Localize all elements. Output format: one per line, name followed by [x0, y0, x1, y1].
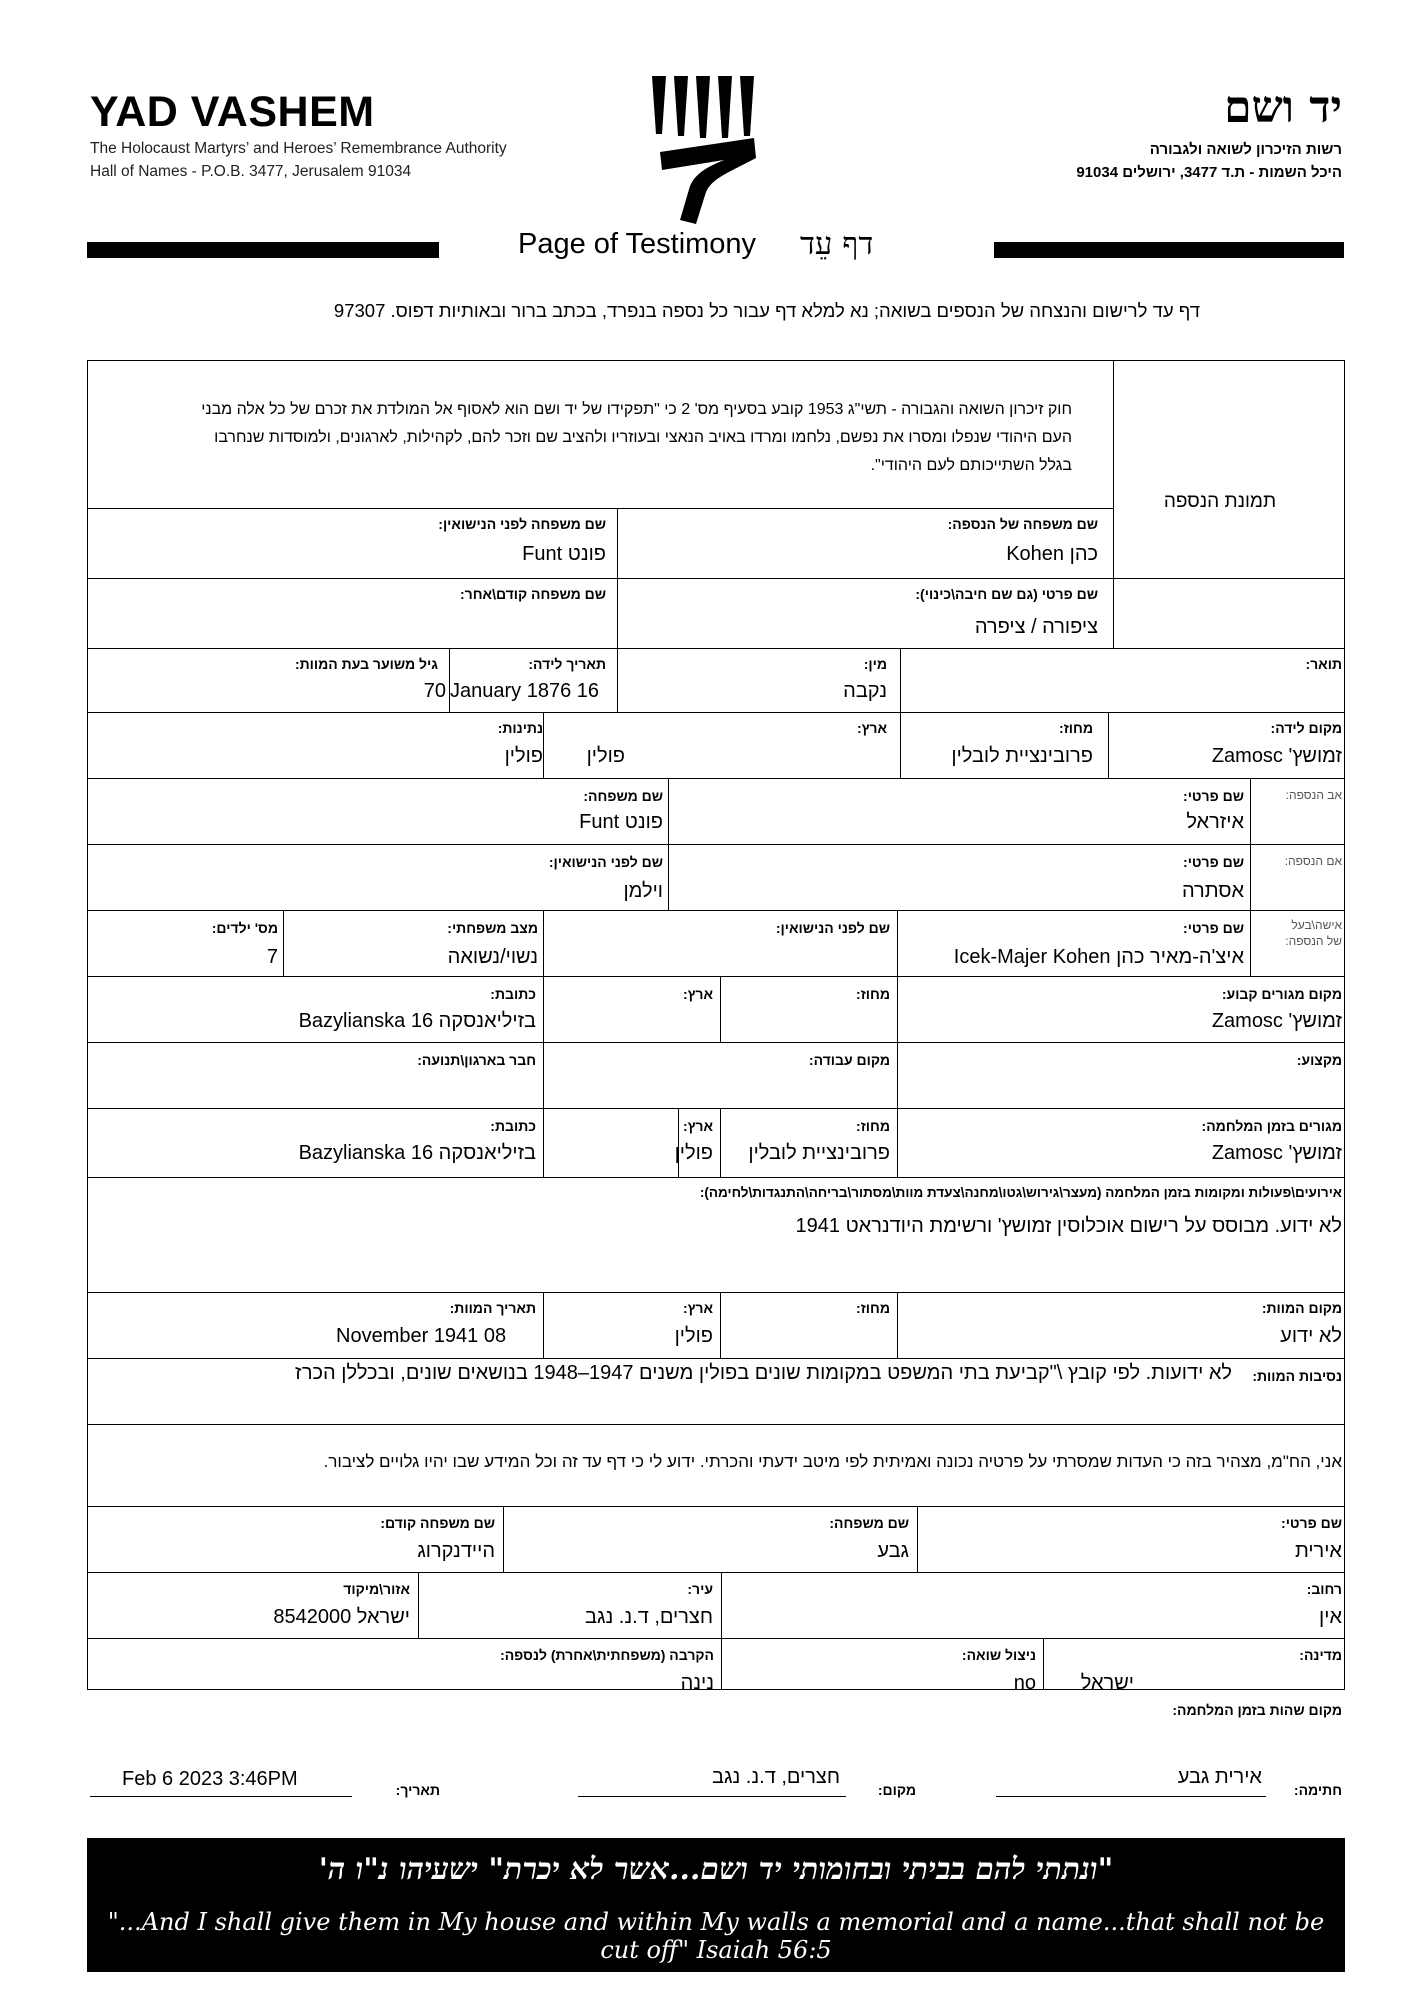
spouse-first-name-label: שם פרטי:: [1183, 920, 1244, 936]
col-divider: [543, 712, 544, 778]
submitter-city-label: עיר:: [687, 1581, 713, 1597]
side-label-divider: [1250, 778, 1251, 976]
birth-country-label: ארץ:: [857, 720, 887, 736]
victim-maiden-name-label: שם משפחה לפני הנישואין:: [438, 516, 606, 532]
row-divider: [87, 976, 1345, 977]
mother-maiden-name-label: שם לפני הנישואין:: [548, 854, 663, 870]
row-divider: [87, 648, 1345, 649]
mother-maiden-name-field[interactable]: וילמן: [623, 880, 663, 902]
signature-field[interactable]: אירית גבע: [1177, 1766, 1262, 1788]
col-divider: [503, 1506, 504, 1572]
birth-district-label: מחוז:: [1059, 720, 1093, 736]
victim-last-name-field[interactable]: כהן Kohen: [1006, 543, 1098, 565]
col-divider: [917, 1506, 918, 1572]
spouse-first-name-field[interactable]: איצ'ה-מאיר כהן Icek-Majer Kohen: [953, 946, 1244, 968]
row-divider: [87, 1177, 1345, 1178]
father-last-name-field[interactable]: פונט Funt: [579, 811, 663, 833]
father-first-name-field[interactable]: איזראל: [1186, 811, 1244, 833]
nationality-field[interactable]: פולין: [504, 745, 543, 767]
wartime-country-field[interactable]: פולין: [674, 1142, 713, 1164]
org-address-en: Hall of Names - P.O.B. 3477, Jerusalem 91034: [90, 163, 412, 180]
col-divider: [897, 1292, 898, 1358]
death-country-field[interactable]: פולין: [674, 1325, 713, 1347]
row-divider: [87, 1042, 1345, 1043]
spouse-section-label-2: של הנספה:: [1285, 934, 1342, 948]
row-divider: [87, 1638, 1345, 1639]
victim-age-label: גיל משוער בעת המוות:: [294, 656, 438, 672]
submitter-street-label: רחוב:: [1306, 1581, 1342, 1597]
place-field[interactable]: חצרים, ד.נ. נגב: [712, 1766, 840, 1788]
org-name-he: יד ושם: [1224, 82, 1342, 133]
col-divider: [721, 1572, 722, 1638]
page-title-he: דף עֵד: [800, 226, 874, 262]
death-place-field[interactable]: לא ידוע: [1280, 1325, 1342, 1347]
father-section-label: אב הנספה:: [1285, 788, 1342, 802]
col-divider: [897, 1108, 898, 1177]
organization-label: חבר בארגון\תנועה:: [417, 1052, 536, 1068]
submitter-city-field[interactable]: חצרים, ד.נ. נגב: [585, 1606, 713, 1628]
death-date-label: תאריך המוות:: [449, 1300, 536, 1316]
form-instructions: דף עד לרישום והנצחה של הנספים בשואה; נא למלא דף עבור כל נספה בנפרד, בכתב ברור ובאותיות דפוס. 97307: [333, 300, 1200, 321]
yad-vashem-logo: [650, 74, 766, 224]
wartime-address-field[interactable]: בזיליאנסקה Bazylianska 16: [298, 1142, 536, 1164]
residence-address-label: כתובת:: [490, 986, 536, 1002]
residence-district-label: מחוז:: [856, 986, 890, 1002]
row-divider: [87, 1506, 1345, 1507]
col-divider: [543, 1108, 544, 1177]
submitter-prev-name-label: שם משפחה קודם:: [380, 1515, 495, 1531]
date-line: [90, 1796, 352, 1797]
row-divider: [87, 578, 1345, 579]
col-divider: [721, 1638, 722, 1690]
victim-last-name-label: שם משפחה של הנספה:: [947, 516, 1098, 532]
birth-district-field[interactable]: פרובינציית לובלין: [951, 745, 1093, 767]
row-divider: [87, 712, 1345, 713]
col-divider: [668, 778, 669, 910]
col-divider: [900, 648, 901, 712]
org-subtitle-en: The Holocaust Martyrs’ and Heroes’ Remembrance Authority: [90, 140, 507, 157]
wartime-country-label: ארץ:: [683, 1118, 713, 1134]
death-date-field[interactable]: November 1941 08: [336, 1325, 507, 1347]
col-divider: [543, 910, 544, 976]
nationality-label: נתינות:: [497, 720, 543, 736]
victim-prev-name-label: שם משפחה קודם\אחר:: [460, 586, 606, 602]
signature-label: חתימה:: [1293, 1782, 1342, 1798]
declaration-text: אני, הח"מ, מצהיר בזה כי העדות שמסרתי על פרטיה נכונה ואמיתית לפי מיטב ידעתי והכרתי. ידוע לי כי דף עד זה וכל המידע שבו יהיו גלויים לציבור.: [323, 1452, 1342, 1471]
page-title-en: Page of Testimony: [518, 228, 757, 260]
divider-bar-left: [87, 242, 439, 258]
profession-label: מקצוע:: [1296, 1052, 1342, 1068]
victim-first-name-field[interactable]: ציפורה / ציפרה: [974, 616, 1098, 638]
death-circumstances-label: נסיבות המוות:: [1252, 1368, 1342, 1384]
wartime-address-label: כתובת:: [490, 1118, 536, 1134]
mother-first-name-field[interactable]: אסתרה: [1181, 880, 1244, 902]
col-divider: [617, 508, 618, 648]
col-divider: [897, 1042, 898, 1108]
place-line: [578, 1796, 846, 1797]
col-divider: [900, 712, 901, 778]
father-first-name-label: שם פרטי:: [1183, 788, 1244, 804]
col-divider: [418, 1572, 419, 1638]
spouse-maiden-name-label: שם לפני הנישואין:: [775, 920, 890, 936]
birth-place-field[interactable]: זמושץ' Zamosc: [1211, 745, 1342, 767]
org-name-en: YAD VASHEM: [90, 88, 375, 136]
submitter-street-field[interactable]: אין: [1319, 1606, 1342, 1628]
testimony-form-table: [87, 360, 1345, 1690]
death-circumstances-field[interactable]: לא ידועות. לפי קובץ \"קביעת בתי המשפט במקומות שונים בפולין משנים 1947–1948 בנושאים שונים, ובכללן הכרז: [294, 1362, 1232, 1384]
victim-gender-label: מין:: [863, 656, 887, 672]
mother-first-name-label: שם פרטי:: [1183, 854, 1244, 870]
wartime-stay-label: מקום שהות בזמן המלחמה:: [1172, 1702, 1342, 1718]
wartime-place-label: מגורים בזמן המלחמה:: [1201, 1118, 1342, 1134]
col-divider: [543, 976, 544, 1042]
birth-place-label: מקום לידה:: [1270, 720, 1342, 736]
mother-section-label: אם הנספה:: [1284, 854, 1342, 868]
wartime-events-label: אירועים\פעולות ומקומות בזמן המלחמה (מעצר\גירוש\גטו\מחנה\צעדת מוות\מסתור\בריחה\התנגדות\לחימה):: [699, 1185, 1342, 1200]
col-divider: [720, 976, 721, 1042]
survivor-field[interactable]: no: [1013, 1672, 1036, 1694]
org-address-he: היכל השמות - ת.ד 3477, ירושלים 91034: [1076, 164, 1342, 181]
row-divider: [87, 1108, 1345, 1109]
quote-english: "...And I shall give them in My house and within My walls a memorial and a name...that shall not be cut off" Isaiah 56:5: [107, 1908, 1325, 1964]
residence-address-field[interactable]: בזיליאנסקה 16 Bazylianska: [298, 1010, 536, 1032]
org-subtitle-he: רשות הזיכרון לשואה ולגבורה: [1149, 141, 1342, 158]
submitter-last-name-label: שם משפחה:: [829, 1515, 909, 1531]
submitter-first-name-field[interactable]: אירית: [1294, 1540, 1342, 1562]
marital-status-field[interactable]: נשוי/נשואה: [447, 946, 538, 968]
place-label: מקום:: [877, 1782, 916, 1798]
col-divider: [720, 1292, 721, 1358]
date-label: תאריך:: [395, 1782, 440, 1798]
col-divider: [1043, 1638, 1044, 1690]
submitter-last-name-field[interactable]: גבע: [877, 1540, 909, 1562]
submitter-country-field[interactable]: ישראל: [1080, 1672, 1134, 1694]
father-last-name-label: שם משפחה:: [583, 788, 663, 804]
col-divider: [543, 1292, 544, 1358]
row-divider: [87, 1424, 1345, 1425]
row-divider: [87, 508, 1113, 509]
survivor-label: ניצול שואה:: [961, 1647, 1036, 1663]
row-divider: [87, 778, 1345, 779]
wartime-place-field[interactable]: זמושץ' Zamosc: [1211, 1142, 1342, 1164]
submitter-zip-label: אזור\מיקוד: [343, 1581, 410, 1597]
wartime-events-field[interactable]: לא ידוע. מבוסס על רישום אוכלוסין זמושץ' ורשימת היודנראט 1941: [795, 1215, 1342, 1237]
date-field[interactable]: Feb 6 2023 3:46PM: [122, 1768, 298, 1790]
victim-gender-field[interactable]: נקבה: [843, 680, 887, 702]
col-divider: [543, 1042, 544, 1108]
victim-dob-field[interactable]: January 1876 16: [450, 680, 600, 702]
row-divider: [87, 910, 1345, 911]
death-country-label: ארץ:: [683, 1300, 713, 1316]
relation-field[interactable]: נינה: [680, 1672, 714, 1694]
victim-age-field[interactable]: 70: [423, 680, 446, 702]
col-divider: [897, 910, 898, 976]
row-divider: [87, 1358, 1345, 1359]
divider-bar-right: [994, 242, 1344, 258]
submitter-country-label: מדינה:: [1299, 1647, 1342, 1663]
workplace-label: מקום עבודה:: [808, 1052, 890, 1068]
victim-first-name-label: שם פרטי (גם שם חיבה\כינוי):: [915, 586, 1098, 602]
submitter-first-name-label: שם פרטי:: [1281, 1515, 1342, 1531]
spouse-section-label: אישה\בעל: [1291, 918, 1342, 932]
wartime-district-label: מחוז:: [856, 1118, 890, 1134]
row-divider: [87, 1292, 1345, 1293]
col-divider: [617, 648, 618, 712]
children-count-label: מס' ילדים:: [211, 920, 278, 936]
isaiah-quote-band: [87, 1838, 1345, 1972]
submitter-zip-field[interactable]: ישראל 8542000: [273, 1606, 410, 1628]
quote-hebrew: "ונתתי להם בביתי ובחומותי יד ושם...אשר לא יכרת" ישעיהו נ"ו ה': [318, 1852, 1114, 1887]
col-divider: [1108, 712, 1109, 778]
col-divider: [897, 976, 898, 1042]
residence-place-field[interactable]: זמושץ' Zamosc: [1211, 1010, 1342, 1032]
victim-dob-label: תאריך לידה:: [528, 656, 606, 672]
relation-label: הקרבה (משפחתית\אחרת) לנספה:: [500, 1647, 714, 1663]
marital-status-label: מצב משפחתי:: [447, 920, 538, 936]
death-district-label: מחוז:: [856, 1300, 890, 1316]
col-divider: [720, 1108, 721, 1177]
residence-place-label: מקום מגורים קבוע:: [1221, 986, 1342, 1002]
death-place-label: מקום המוות:: [1261, 1300, 1342, 1316]
birth-country-field[interactable]: פולין: [586, 745, 625, 767]
row-divider: [87, 844, 1345, 845]
row-divider: [87, 1572, 1345, 1573]
signature-line: [996, 1796, 1266, 1797]
memorial-law-text: חוק זיכרון השואה והגבורה - תשי"ג 1953 קובע בסעיף מס' 2 כי "תפקידו של יד ושם הוא לאסוף אל המולדת את זכרם של כל אלה מבני העם היהודי שנפלו ומסרו את נפשם, נלחמו ומרדו באויב הנאצי ובעוזריו ולהציב שם וזכר להם, לקהילות, לארגונים, ולמוסדות שנחרבו בגלל השתייכותם לעם היהודי".: [201, 401, 1072, 474]
col-divider: [283, 910, 284, 976]
residence-country-label: ארץ:: [683, 986, 713, 1002]
victim-title-label: תואר:: [1305, 656, 1342, 672]
victim-photo-placeholder[interactable]: תמונת הנספה: [1163, 491, 1277, 512]
submitter-prev-name-field[interactable]: היידנקרוג: [417, 1540, 495, 1562]
victim-maiden-name-field[interactable]: פונט Funt: [522, 543, 606, 565]
wartime-district-field[interactable]: פרובינציית לובלין: [748, 1142, 890, 1164]
children-count-field[interactable]: 7: [266, 946, 278, 968]
